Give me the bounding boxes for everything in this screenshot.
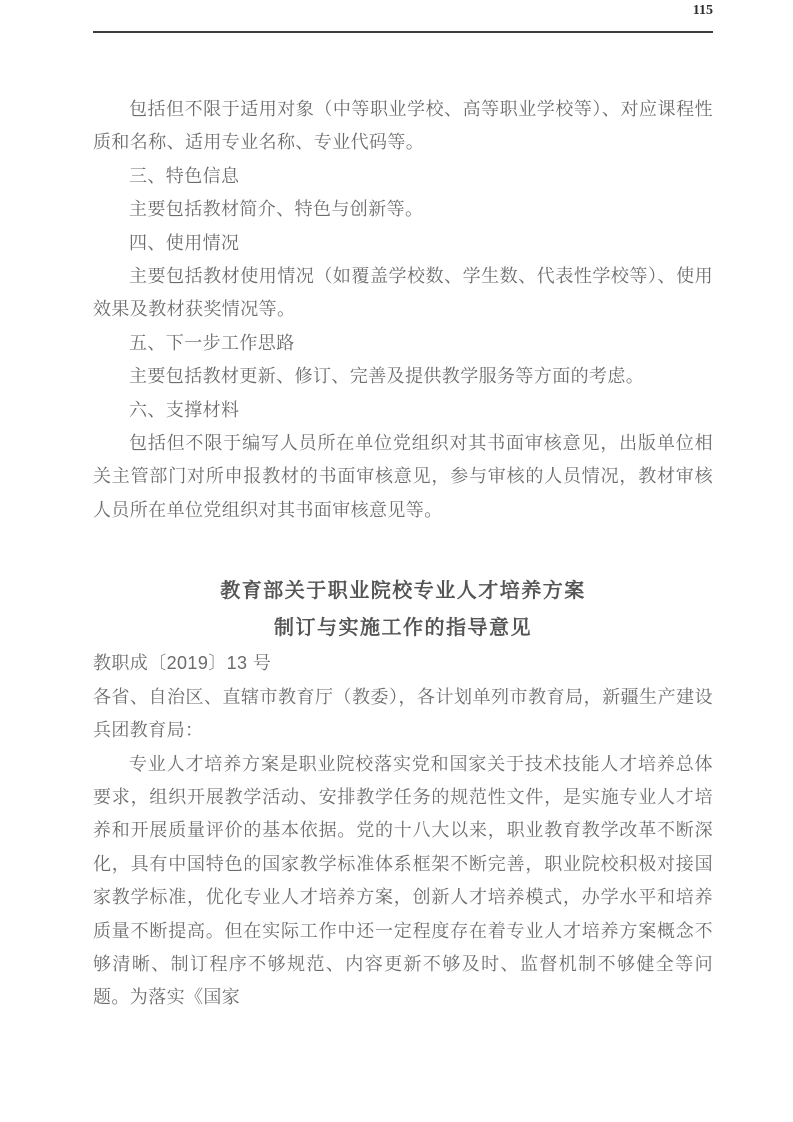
- document-title-line2: 制订与实施工作的指导意见: [274, 617, 532, 640]
- document-title-line1: 教育部关于职业院校专业人才培养方案: [220, 580, 586, 603]
- paragraph-scope-info: 包括但不限于适用对象（中等职业学校、高等职业学校等）、对应课程性质和名称、适用专业名称、专业代码等。: [93, 99, 713, 153]
- salutation: 各省、自治区、直辖市教育厅（教委），各计划单列市教育局，新疆生产建设兵团教育局：: [93, 686, 713, 741]
- heading-next-steps: 五、下一步工作思路: [129, 332, 295, 353]
- body-paragraph: 专业人才培养方案是职业院校落实党和国家关于技术技能人才培养总体要求，组织开展教学活动、安排教学任务的规范性文件，是实施专业人才培养和开展质量评价的基本依据。党的十八大以来，职业教育教学改革不断深化，具有中国特色的国家教学标准体系框架不断完善，职业院校积极对接国家教学标准，优化专业人才培养方案，创新人才培养模式，办学水平和培养质量不断提高。但在实际工作中还一定程度存在着专业人才培养方案概念不够清晰、制订程序不够规范、内容更新不够及时、监督机制不够健全等问题。为落实《国家: [93, 753, 713, 1008]
- paragraph-next-steps: 主要包括教材更新、修订、完善及提供教学服务等方面的考虑。: [129, 366, 645, 387]
- page-header: [93, 3, 713, 33]
- notice-document: [93, 573, 713, 1014]
- top-section: [93, 93, 713, 527]
- document-title: [93, 573, 713, 647]
- heading-support-materials: 六、支撑材料: [129, 399, 240, 420]
- document-number: 教职成〔2019〕13 号: [93, 653, 272, 674]
- heading-feature-info: 三、特色信息: [129, 165, 240, 186]
- heading-usage-info: 四、使用情况: [129, 232, 240, 253]
- paragraph-usage-info: 主要包括教材使用情况（如覆盖学校数、学生数、代表性学校等）、使用效果及教材获奖情况等。: [93, 266, 713, 320]
- paragraph-support-materials: 包括但不限于编写人员所在单位党组织对其书面审核意见，出版单位相关主管部门对所申报教材的书面审核意见，参与审核的人员情况，教材审核人员所在单位党组织对其书面审核意见等。: [93, 433, 713, 520]
- page-number: 115: [692, 3, 713, 18]
- paragraph-feature-info: 主要包括教材简介、特色与创新等。: [129, 199, 424, 220]
- header-rule: [93, 31, 713, 33]
